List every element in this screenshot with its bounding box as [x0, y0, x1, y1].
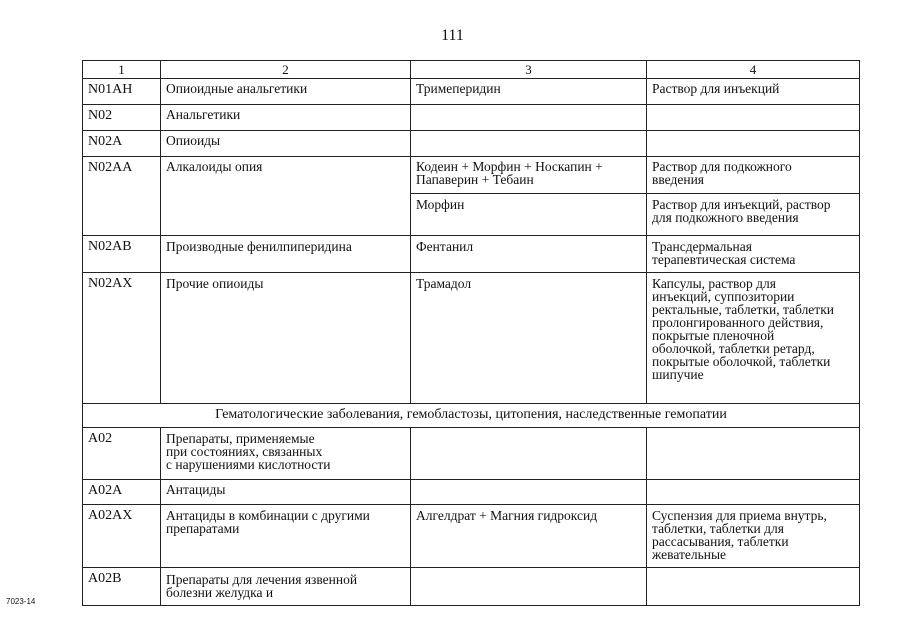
group-cell: Алкалоиды опия	[161, 157, 411, 236]
section-title: Гематологические заболевания, гемобластозы, цитопения, наследственные гемопатии	[83, 404, 860, 428]
atc-code-cell: N02	[83, 105, 161, 131]
atc-code-cell: A02	[83, 428, 161, 480]
group-cell: Производные фенилпиперидина	[161, 236, 411, 273]
form-cell: Суспензия для приема внутрь, таблетки, таблетки для рассасывания, таблетки жевательные	[647, 505, 860, 568]
atc-code-cell: N02AX	[83, 273, 161, 404]
atc-code-cell: N02AB	[83, 236, 161, 273]
table-header-row	[83, 61, 860, 79]
group-cell: Опиоиды	[161, 131, 411, 157]
table-row	[83, 428, 860, 480]
column-header: 1	[83, 61, 161, 79]
form-cell: Раствор для инъекций, раствор для подкожного введения	[647, 194, 860, 236]
form-cell	[647, 568, 860, 606]
table-row	[83, 505, 860, 568]
form-cell: Капсулы, раствор для инъекций, суппозитории ректальные, таблетки, таблетки пролонгированного действия, покрытые пленочной оболочкой, таблетки ретард, покрытые оболочкой, таблетки шипучие	[647, 273, 860, 404]
table-row	[83, 79, 860, 105]
group-cell: Антациды в комбинации с другими препаратами	[161, 505, 411, 568]
group-cell: Препараты, применяемые при состояниях, связанных с нарушениями кислотности	[161, 428, 411, 480]
form-cell	[647, 105, 860, 131]
drug-cell	[411, 105, 647, 131]
table-row	[83, 157, 860, 194]
table-row	[83, 273, 860, 404]
atc-code-cell: N02A	[83, 131, 161, 157]
table-row	[83, 568, 860, 606]
document-code: 7023-14	[6, 597, 36, 606]
atc-code-cell: N02AA	[83, 157, 161, 236]
form-cell: Раствор для подкожного введения	[647, 157, 860, 194]
group-cell: Опиоидные анальгетики	[161, 79, 411, 105]
atc-code-cell: A02AX	[83, 505, 161, 568]
drug-cell: Алгелдрат + Магния гидроксид	[411, 505, 647, 568]
table-row	[83, 236, 860, 273]
atc-code-cell: A02B	[83, 568, 161, 606]
table-row	[83, 131, 860, 157]
column-header: 2	[161, 61, 411, 79]
group-cell: Препараты для лечения язвенной болезни желудка и	[161, 568, 411, 606]
group-cell: Прочие опиоиды	[161, 273, 411, 404]
table-row	[83, 105, 860, 131]
form-cell	[647, 428, 860, 480]
drug-cell	[411, 428, 647, 480]
column-header: 3	[411, 61, 647, 79]
section-row	[83, 404, 860, 428]
drug-cell: Тримеперидин	[411, 79, 647, 105]
form-cell	[647, 131, 860, 157]
drug-cell	[411, 568, 647, 606]
drug-table	[82, 60, 860, 606]
page-number: 111	[441, 27, 464, 44]
drug-cell: Морфин	[411, 194, 647, 236]
drug-cell	[411, 480, 647, 505]
atc-code-cell: A02A	[83, 480, 161, 505]
drug-cell: Фентанил	[411, 236, 647, 273]
drug-cell: Кодеин + Морфин + Носкапин + Папаверин + Тебаин	[411, 157, 647, 194]
drug-cell: Трамадол	[411, 273, 647, 404]
table-row	[83, 480, 860, 505]
group-cell: Анальгетики	[161, 105, 411, 131]
form-cell: Раствор для инъекций	[647, 79, 860, 105]
column-header: 4	[647, 61, 860, 79]
atc-code-cell: N01AH	[83, 79, 161, 105]
drug-cell	[411, 131, 647, 157]
form-cell: Трансдермальная терапевтическая система	[647, 236, 860, 273]
group-cell: Антациды	[161, 480, 411, 505]
form-cell	[647, 480, 860, 505]
